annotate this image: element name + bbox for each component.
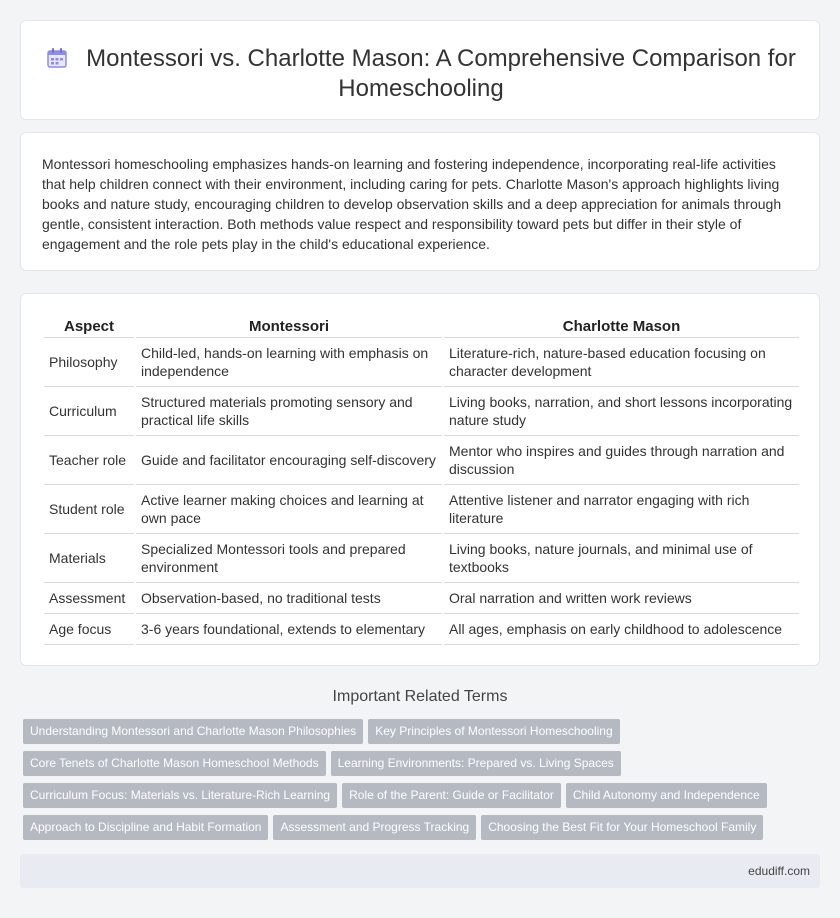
table-row [44,485,799,534]
table-row [44,387,799,436]
intro-paragraph: Montessori homeschooling emphasizes hands-on learning and fostering independence, incorporating real-life activities that help children connect with their environment, including caring for pets. Charlotte Mason's approach highlights living books and nature study, encouraging children to develop observation skills and a deep appreciation for animals through gentle, consistent interaction. Both methods value respect and responsibility toward pets but differ in their style of engagement and the role pets play in the child's educational experience. [42,156,782,252]
tag-row [23,751,823,783]
charlotte-mason-cell: Living books, narration, and short lessons incorporating nature study [444,387,799,436]
table-row [44,534,799,583]
charlotte-mason-cell: Mentor who inspires and guides through narration and discussion [444,436,799,485]
related-term-tag[interactable]: Curriculum Focus: Materials vs. Literature-Rich Learning [23,783,337,808]
charlotte-mason-cell: Attentive listener and narrator engaging with rich literature [444,485,799,534]
intro-card [20,132,820,271]
aspect-cell: Curriculum [44,387,134,436]
footer [20,854,820,888]
aspect-cell: Student role [44,485,134,534]
header-card [20,20,820,120]
aspect-cell: Philosophy [44,338,134,387]
montessori-cell: Child-led, hands-on learning with emphasis on independence [136,338,442,387]
aspect-cell: Age focus [44,614,134,645]
charlotte-mason-cell: Oral narration and written work reviews [444,583,799,614]
comparison-table [42,314,801,645]
related-term-tag[interactable]: Choosing the Best Fit for Your Homeschool Family [481,815,763,840]
montessori-cell: Guide and facilitator encouraging self-discovery [136,436,442,485]
related-term-tag[interactable]: Assessment and Progress Tracking [273,815,476,840]
page-title: Montessori vs. Charlotte Mason: A Comprehensive Comparison for Homeschooling [86,45,796,102]
tag-row [23,719,823,751]
montessori-cell: Active learner making choices and learning at own pace [136,485,442,534]
montessori-cell: Specialized Montessori tools and prepared environment [136,534,442,583]
charlotte-mason-cell: Literature-rich, nature-based education focusing on character development [444,338,799,387]
aspect-cell: Assessment [44,583,134,614]
related-term-tag[interactable]: Child Autonomy and Independence [566,783,767,808]
aspect-cell: Materials [44,534,134,583]
related-term-tag[interactable]: Key Principles of Montessori Homeschooling [368,719,619,744]
tag-row [23,783,823,815]
related-term-tag[interactable]: Role of the Parent: Guide or Facilitator [342,783,561,808]
table-row [44,614,799,645]
related-term-tag[interactable]: Core Tenets of Charlotte Mason Homeschool Methods [23,751,326,776]
header-montessori: Montessori [136,314,442,338]
header-aspect: Aspect [44,314,134,338]
aspect-cell: Teacher role [44,436,134,485]
related-term-tag[interactable]: Understanding Montessori and Charlotte Mason Philosophies [23,719,363,744]
comparison-table-card [20,293,820,666]
related-term-tag[interactable]: Approach to Discipline and Habit Formation [23,815,268,840]
montessori-cell: Observation-based, no traditional tests [136,583,442,614]
charlotte-mason-cell: All ages, emphasis on early childhood to adolescence [444,614,799,645]
table-row [44,583,799,614]
tag-row [23,815,823,847]
montessori-cell: 3-6 years foundational, extends to elementary [136,614,442,645]
header-charlotte-mason: Charlotte Mason [444,314,799,338]
table-row [44,338,799,387]
table-row [44,436,799,485]
footer-site-link[interactable]: edudiff.com [748,864,810,878]
charlotte-mason-cell: Living books, nature journals, and minimal use of textbooks [444,534,799,583]
montessori-cell: Structured materials promoting sensory and practical life skills [136,387,442,436]
related-term-tag[interactable]: Learning Environments: Prepared vs. Living Spaces [331,751,621,776]
page-title-wrap [21,44,821,104]
calendar-icon [46,47,68,69]
related-terms-tags [23,719,823,847]
related-terms-title: Important Related Terms [332,688,508,705]
